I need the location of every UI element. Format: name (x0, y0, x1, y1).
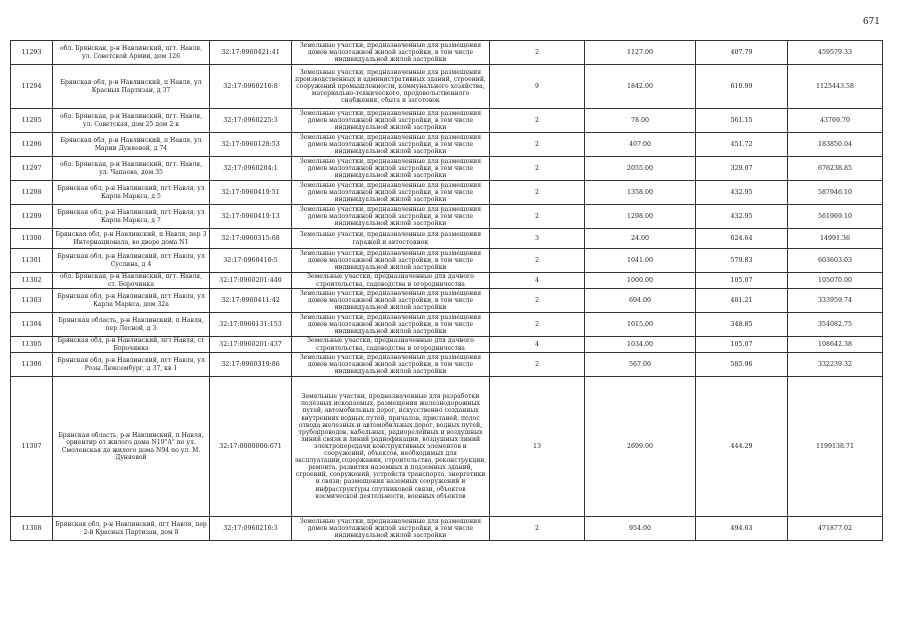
cadastral-value-cell: 676238.85 (788, 157, 883, 181)
specific-value-cell: 444.29 (696, 377, 788, 517)
area-cell: 1298.00 (585, 205, 696, 229)
address-cell: Брянская обл, р-н Навлинский, п Навля, пер 3 Интернационала, во дворе дома N1 (53, 229, 210, 249)
address-cell: Брянская обл, р-н Навлинский, пгт Навля, ул Карла Маркса, дом 32а (53, 289, 210, 313)
address-cell: обл. Брянская, р-н Навлинский, пгт. Навля, ст. Борочинка (53, 273, 210, 289)
permitted-use-cell: Земельные участки, предназначенные для размещения домов малоэтажной жилой застройки, в том числе индивидуальной жилой застройки (292, 133, 490, 157)
row-id-cell: 11294 (11, 65, 53, 109)
cadastral-value-cell: 183850.04 (788, 133, 883, 157)
specific-value-cell: 105.07 (696, 337, 788, 353)
address-cell: Брянская обл, р-н Навлинский, пгт Навля, ул Суслина, д 4 (53, 249, 210, 273)
specific-value-cell: 494.63 (696, 517, 788, 541)
specific-value-cell: 585.96 (696, 353, 788, 377)
permitted-use-cell: Земельные участки, предназначенные для размещения домов малоэтажной жилой застройки, в том числе индивидуальной жилой застройки (292, 313, 490, 337)
cadastral-number-cell: 32:17:0960131:153 (210, 313, 292, 337)
page-number: 671 (862, 17, 880, 27)
permitted-use-cell: Земельные участки, предназначенные для размещения домов малоэтажной жилой застройки, в том числе индивидуальной жилой застройки (292, 157, 490, 181)
cadastral-number-cell: 32:17:0960201:437 (210, 337, 292, 353)
permitted-use-cell: Земельные участки, предназначенные для размещения домов малоэтажной жилой застройки, в том числе индивидуальной жилой застройки (292, 205, 490, 229)
area-cell: 694.00 (585, 289, 696, 313)
specific-value-cell: 105.07 (696, 273, 788, 289)
specific-value-cell: 561.15 (696, 109, 788, 133)
specific-value-cell: 451.72 (696, 133, 788, 157)
permitted-use-cell: Земельные участки, предназначенные для размещения производственных и административных зданий, строений, сооружений промышленности, коммунального хозяйства, материально-технического, продовольственного снабжения, сбыта и заготовок (292, 65, 490, 109)
table-row (11, 229, 883, 249)
table-row (11, 337, 883, 353)
table-row (11, 109, 883, 133)
cadastral-number-cell: 32:17:0000000:671 (210, 377, 292, 517)
cadastral-value-cell: 332239.32 (788, 353, 883, 377)
use-category-cell: 3 (490, 229, 585, 249)
area-cell: 1358.00 (585, 181, 696, 205)
cadastral-number-cell: 32:17:0960216:3 (210, 517, 292, 541)
cadastral-number-cell: 32:17:0960315:68 (210, 229, 292, 249)
table-row (11, 249, 883, 273)
row-id-cell: 11302 (11, 273, 53, 289)
table-row (11, 353, 883, 377)
address-cell: Брянская область, р-н Навлинский, п Навля, ориентир от жилого дома N19"А" по ул. Смоленская до жилого дома N94 по ул. М. Дуняевой (53, 377, 210, 517)
permitted-use-cell: Земельные участки, предназначенные для размещения гаражей и автостоянок (292, 229, 490, 249)
cadastral-value-cell: 561969.10 (788, 205, 883, 229)
area-cell: 1000.00 (585, 273, 696, 289)
table-row (11, 289, 883, 313)
permitted-use-cell: Земельные участки, предназначенные для разработки полезных ископаемых, размещения железнодорожных путей, автомобильных дорог, искусственно созданных внутренних водных путей, причалов, пристаней, полос отвода железных и автомобильных дорог, водных путей, трубопроводов, кабельных, радиорелейных и воздушных линий связи и линий радиофикации, воздушных линий электропередачи конструктивных элементов и сооружений, объектов, необходимых для эксплуатации,содержания, строительства, реконструкции, ремонта, развития наземных и подземных зданий, строений, сооружений, устройств транспорта, энергетики и связи; размещения наземных сооружений и инфраструктуры спутниковой связи, объектов космической деятельности, военных объектов (292, 377, 490, 517)
specific-value-cell: 407.79 (696, 41, 788, 65)
use-category-cell: 9 (490, 65, 585, 109)
use-category-cell: 2 (490, 157, 585, 181)
address-cell: Брянская обл, р-н Навлинский, пгт Навля, пер 2-й Красных Партизан, дом 8 (53, 517, 210, 541)
row-id-cell: 11297 (11, 157, 53, 181)
use-category-cell: 2 (490, 249, 585, 273)
table-row (11, 273, 883, 289)
address-cell: Брянская область, р-н Навлинский, п Навля, пер Лесной, д 3 (53, 313, 210, 337)
use-category-cell: 2 (490, 313, 585, 337)
row-id-cell: 11298 (11, 181, 53, 205)
cadastral-value-cell: 354082.75 (788, 313, 883, 337)
specific-value-cell: 624.64 (696, 229, 788, 249)
cadastral-value-cell: 603603.03 (788, 249, 883, 273)
table-row (11, 377, 883, 517)
specific-value-cell: 610.99 (696, 65, 788, 109)
row-id-cell: 11303 (11, 289, 53, 313)
area-cell: 78.00 (585, 109, 696, 133)
use-category-cell: 13 (490, 377, 585, 517)
use-category-cell: 2 (490, 109, 585, 133)
address-cell: обл. Брянская, р-н Навлинский, пгт. Навля, ул. Чапаева, дом 35 (53, 157, 210, 181)
row-id-cell: 11308 (11, 517, 53, 541)
use-category-cell: 2 (490, 205, 585, 229)
table-row (11, 181, 883, 205)
use-category-cell: 4 (490, 337, 585, 353)
table-row (11, 517, 883, 541)
row-id-cell: 11304 (11, 313, 53, 337)
cadastral-value-cell: 471877.02 (788, 517, 883, 541)
specific-value-cell: 432.95 (696, 181, 788, 205)
permitted-use-cell: Земельные участки, предназначенные для размещения домов малоэтажной жилой застройки, в том числе индивидуальной жилой застройки (292, 249, 490, 273)
table-row (11, 205, 883, 229)
cadastral-number-cell: 32:17:0960419:51 (210, 181, 292, 205)
table-row (11, 41, 883, 65)
area-cell: 567.00 (585, 353, 696, 377)
cadastral-number-cell: 32:17:0960128:53 (210, 133, 292, 157)
row-id-cell: 11299 (11, 205, 53, 229)
permitted-use-cell: Земельные участки, предназначенные для размещения домов малоэтажной жилой застройки, в том числе индивидуальной жилой застройки (292, 517, 490, 541)
table-row (11, 313, 883, 337)
use-category-cell: 2 (490, 41, 585, 65)
address-cell: Брянская обл, р-н Навлинский, пгт Навля, ул Розы Люксембург, д 37, кв 1 (53, 353, 210, 377)
cadastral-value-cell: 43769.70 (788, 109, 883, 133)
row-id-cell: 11300 (11, 229, 53, 249)
cadastral-number-cell: 32:17:0960410:5 (210, 249, 292, 273)
row-id-cell: 11306 (11, 353, 53, 377)
use-category-cell: 2 (490, 181, 585, 205)
permitted-use-cell: Земельные участки, предназначенные для размещения домов малоэтажной жилой застройки, в том числе индивидуальной жилой застройки (292, 109, 490, 133)
permitted-use-cell: Земельные участки, предназначенные для размещения домов малоэтажной жилой застройки, в том числе индивидуальной жилой застройки (292, 353, 490, 377)
cadastral-value-cell: 587946.10 (788, 181, 883, 205)
row-id-cell: 11296 (11, 133, 53, 157)
specific-value-cell: 432.95 (696, 205, 788, 229)
cadastral-number-cell: 32:17:0960204:1 (210, 157, 292, 181)
area-cell: 1842.00 (585, 65, 696, 109)
cadastral-number-cell: 32:17:0960421:41 (210, 41, 292, 65)
table-body (11, 41, 883, 541)
specific-value-cell: 329.07 (696, 157, 788, 181)
area-cell: 407.00 (585, 133, 696, 157)
area-cell: 24.00 (585, 229, 696, 249)
cadastral-value-cell: 14991.36 (788, 229, 883, 249)
table-row (11, 65, 883, 109)
cadastral-value-table (10, 40, 883, 541)
use-category-cell: 2 (490, 353, 585, 377)
cadastral-value-cell: 105070.00 (788, 273, 883, 289)
use-category-cell: 2 (490, 289, 585, 313)
row-id-cell: 11301 (11, 249, 53, 273)
use-category-cell: 4 (490, 273, 585, 289)
address-cell: Брянская обл, р-н Навлинский, п Навля, ул Красных Партизан, д 37 (53, 65, 210, 109)
cadastral-value-cell: 1199138.71 (788, 377, 883, 517)
area-cell: 1015.00 (585, 313, 696, 337)
cadastral-number-cell: 32:17:0960216:8 (210, 65, 292, 109)
table-row (11, 157, 883, 181)
specific-value-cell: 579.83 (696, 249, 788, 273)
cadastral-value-cell: 108642.38 (788, 337, 883, 353)
permitted-use-cell: Земельные участки, предназначенные для дачного строительства, садоводства и огородничества (292, 273, 490, 289)
cadastral-value-cell: 459579.33 (788, 41, 883, 65)
cadastral-value-cell: 333959.74 (788, 289, 883, 313)
row-id-cell: 11295 (11, 109, 53, 133)
permitted-use-cell: Земельные участки, предназначенные для размещения домов малоэтажной жилой застройки, в том числе индивидуальной жилой застройки (292, 289, 490, 313)
row-id-cell: 11307 (11, 377, 53, 517)
area-cell: 2055.00 (585, 157, 696, 181)
permitted-use-cell: Земельные участки, предназначенные для размещения домов малоэтажной жилой застройки, в том числе индивидуальной жилой застройки (292, 41, 490, 65)
area-cell: 1034.00 (585, 337, 696, 353)
address-cell: Брянская обл, р-н Навлинский, пгт Навля, ул Карла Маркса, д 5 (53, 181, 210, 205)
cadastral-number-cell: 32:17:0960419:13 (210, 205, 292, 229)
permitted-use-cell: Земельные участки, предназначенные для размещения домов малоэтажной жилой застройки, в том числе индивидуальной жилой застройки (292, 181, 490, 205)
address-cell: обл. Брянская, р-н Навлинский, пгт. Навля, ул. Советская, дом 25 дом 2 к (53, 109, 210, 133)
cadastral-number-cell: 32:17:0960201:440 (210, 273, 292, 289)
area-cell: 954.00 (585, 517, 696, 541)
specific-value-cell: 481.21 (696, 289, 788, 313)
cadastral-number-cell: 32:17:0960411:42 (210, 289, 292, 313)
cadastral-number-cell: 32:17:0960319:86 (210, 353, 292, 377)
row-id-cell: 11293 (11, 41, 53, 65)
permitted-use-cell: Земельные участки, предназначенные для дачного строительства, садоводства и огородничества (292, 337, 490, 353)
specific-value-cell: 348.85 (696, 313, 788, 337)
area-cell: 2699.00 (585, 377, 696, 517)
use-category-cell: 2 (490, 133, 585, 157)
address-cell: Брянская обл, р-н Навлинский, пгт Навля, ст Борочинка (53, 337, 210, 353)
row-id-cell: 11305 (11, 337, 53, 353)
area-cell: 1041.00 (585, 249, 696, 273)
cadastral-value-cell: 1125443.58 (788, 65, 883, 109)
address-cell: обл. Брянская, р-н Навлинский, пгт. Навля, ул. Советской Армии, дом 126 (53, 41, 210, 65)
area-cell: 1127.00 (585, 41, 696, 65)
address-cell: Брянская обл, р-н Навлинский, пгт Навля, ул Карла Маркса, д 7 (53, 205, 210, 229)
table-row (11, 133, 883, 157)
address-cell: Брянская обл, р-н Навлинский, п Навля, ул Марии Дуняевой, д 74 (53, 133, 210, 157)
use-category-cell: 2 (490, 517, 585, 541)
cadastral-number-cell: 32:17:0960225:3 (210, 109, 292, 133)
